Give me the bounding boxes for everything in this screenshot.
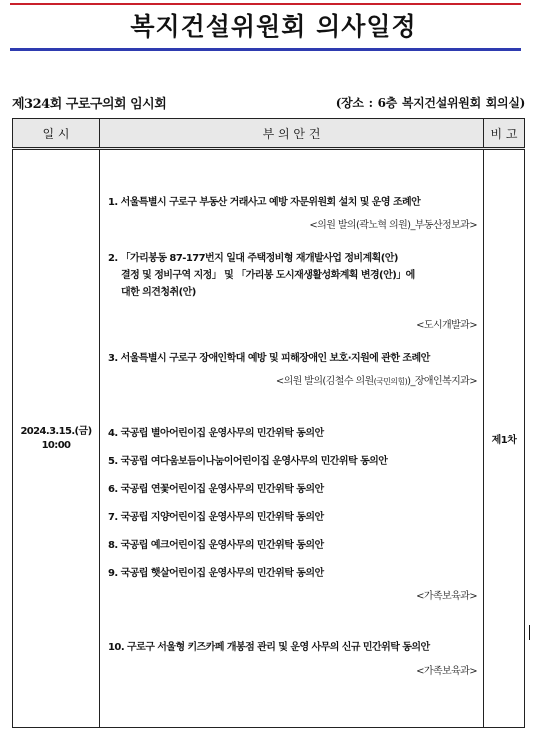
agenda-item-8: 8. 국공립 예크어린이집 운영사무의 민간위탁 동의안: [108, 540, 324, 551]
agenda-item-2: [108, 250, 482, 301]
agenda-item-3-dept: [276, 372, 477, 387]
title-top-rule: [10, 3, 521, 5]
agenda-item-7: 7. 국공립 지양어린이집 운영사무의 민간위탁 동의안: [108, 512, 324, 523]
agenda-item-1-dept: <의원 발의(곽노혁 의원)_부동산정보과>: [309, 220, 477, 231]
header-date: 일 시: [13, 119, 100, 149]
meeting-time: 10:00: [41, 439, 71, 451]
agenda-item-5: 5. 국공립 여다움보듬이나눔이어린이집 운영사무의 민간위탁 동의안: [108, 456, 388, 467]
agenda-item-1: 1. 서울특별시 구로구 부동산 거래사고 예방 자문위원회 설치 및 운영 조례안: [108, 197, 421, 208]
agenda-item-6: 6. 국공립 연꽃어린이집 운영사무의 민간위탁 동의안: [108, 484, 324, 495]
agenda-item-3-dept-party: (국민의힘): [373, 377, 408, 386]
agenda-item-10: 10. 구로구 서울형 키즈카페 개봉점 관리 및 운영 사무의 신규 민간위탁 동의안: [108, 642, 430, 653]
agenda-body-row: [13, 149, 525, 728]
header-remark: 비 고: [484, 119, 525, 149]
remark-session-number: 제1차: [484, 149, 525, 728]
agenda-items: [100, 149, 484, 728]
agenda-table: [12, 118, 525, 728]
agenda-item-2-line1: 2. 「가리봉동 87-177번지 일대 주택정비형 재개발사업 정비계획(안): [108, 253, 398, 264]
title-bottom-rule: [10, 48, 521, 51]
edge-mark: [529, 625, 530, 640]
meeting-date: 2024.3.15.(금): [20, 425, 92, 437]
session-title: 제324회 구로구의회 임시회: [12, 97, 167, 112]
header-agenda: 부 의 안 건: [100, 119, 484, 149]
agenda-item-3: 3. 서울특별시 구로구 장애인학대 예방 및 피해장애인 보호·지원에 관한 조례안: [108, 353, 430, 364]
agenda-header-row: [13, 119, 525, 149]
page-title: 복지건설위원회 의사일정: [130, 12, 417, 41]
agenda-item-9-dept: <가족보육과>: [416, 591, 477, 602]
agenda-item-4: 4. 국공립 별아어린이집 운영사무의 민간위탁 동의안: [108, 428, 324, 439]
meeting-location: (장소 : 6층 복지건설위원회 회의실): [335, 96, 525, 110]
agenda-item-3-dept-suffix: )_장애인복지과>: [407, 376, 477, 387]
agenda-item-10-dept: <가족보육과>: [416, 666, 477, 677]
agenda-item-2-dept: <도시개발과>: [416, 320, 477, 331]
agenda-item-3-dept-prefix: <의원 발의(김철수 의원: [275, 376, 374, 387]
agenda-item-9: 9. 국공립 햇살어린이집 운영사무의 민간위탁 동의안: [108, 568, 324, 579]
agenda-item-2-line3: 대한 의견청취(안): [121, 287, 196, 298]
meeting-datetime: [13, 149, 100, 728]
agenda-item-2-line2: 결정 및 정비구역 지정」 및 「가리봉 도시재생활성화계획 변경(안)」에: [121, 270, 415, 281]
